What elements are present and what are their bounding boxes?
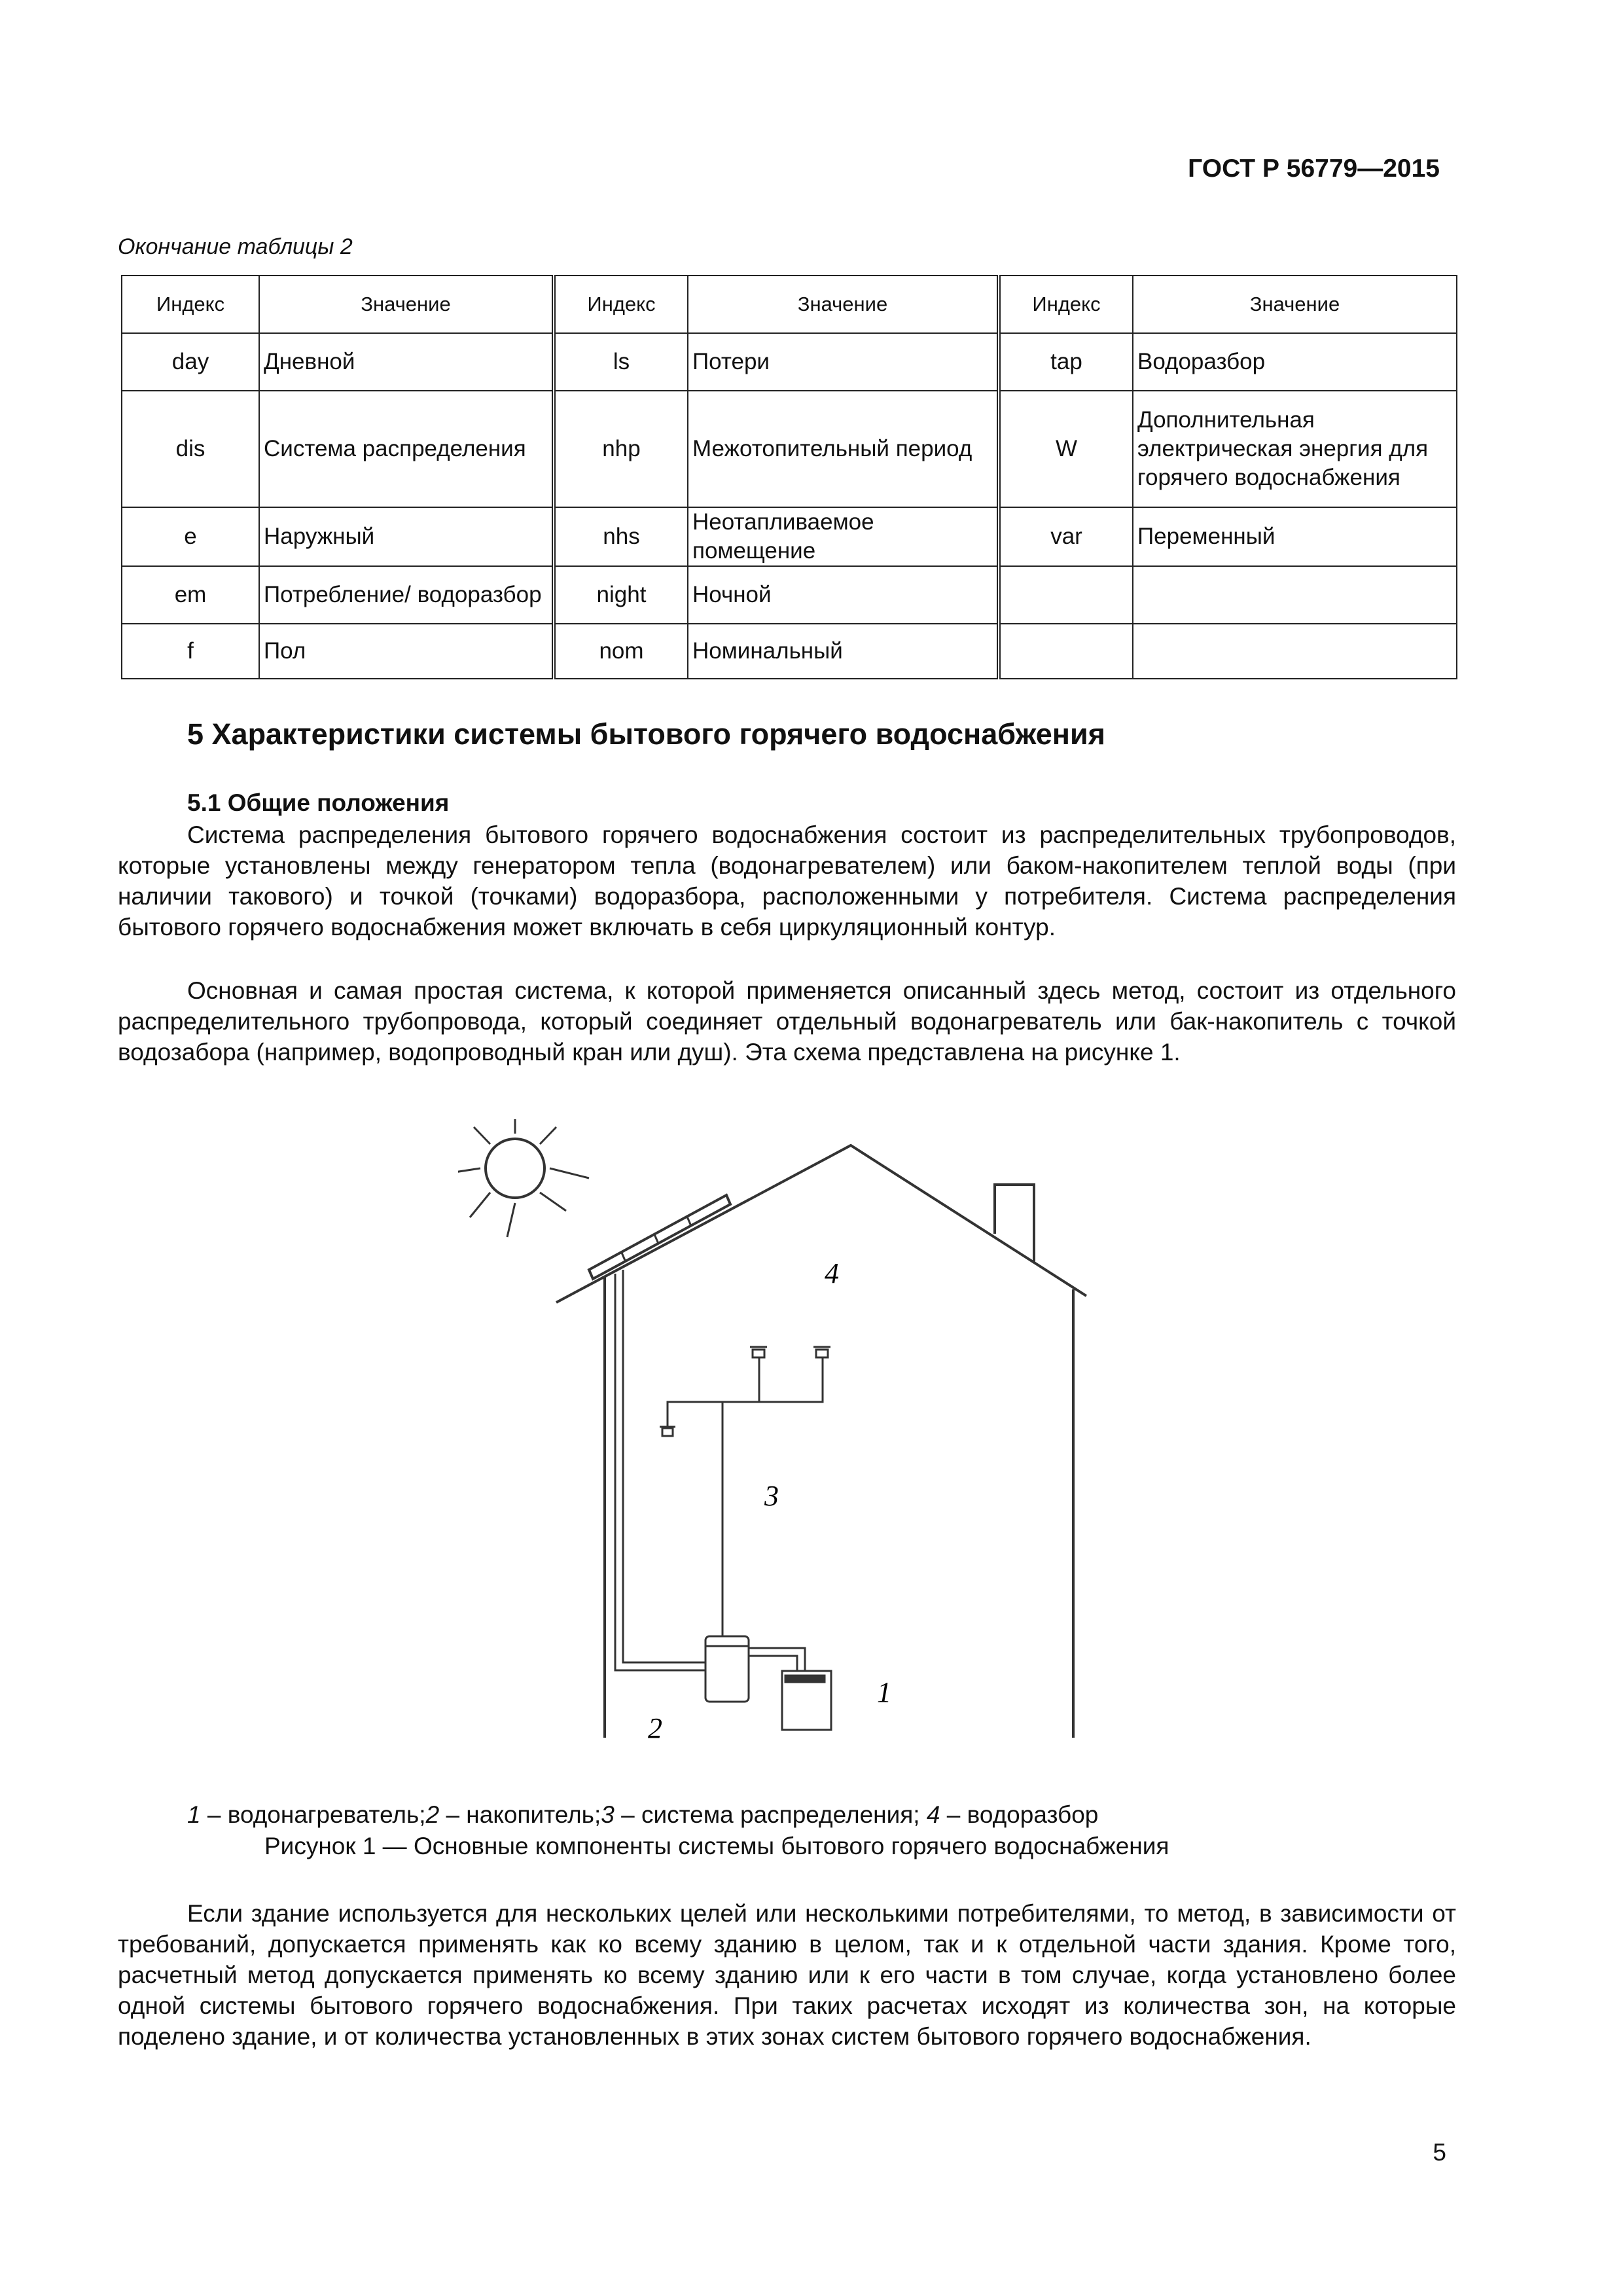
sun-icon [458, 1119, 589, 1237]
figure-label-1: 1 [877, 1676, 891, 1708]
table-header-cell: Индекс [999, 276, 1133, 333]
table-row [122, 507, 1457, 566]
table-cell: night [554, 566, 688, 624]
table-cell: W [999, 391, 1133, 507]
figure-label-4: 4 [825, 1257, 839, 1289]
table-cell: Межотопительный период [688, 391, 999, 507]
section-5-1-heading: 5.1 Общие положения [187, 789, 450, 816]
table-header-cell: Значение [1133, 276, 1457, 333]
document-header: ГОСТ Р 56779—2015 [1188, 154, 1440, 183]
table-caption: Окончание таблицы 2 [118, 234, 353, 259]
distribution-pipe [668, 1358, 823, 1636]
table-header-row [122, 276, 1457, 333]
figure-caption: Рисунок 1 — Основные компоненты системы бытового горячего водоснабжения [264, 1833, 1169, 1859]
table-cell: Переменный [1133, 507, 1457, 566]
table-cell: nom [554, 624, 688, 679]
water-heater [782, 1671, 831, 1730]
hot-water-system-figure [458, 1119, 1113, 1774]
table-cell: Наружный [259, 507, 554, 566]
figure-legend [187, 1801, 1098, 1829]
legend-number: 2 [425, 1801, 440, 1828]
legend-number: 1 [187, 1801, 201, 1828]
table-cell: Водоразбор [1133, 333, 1457, 391]
paragraph-3: Если здание используется для нескольких целей или несколькими потребителями, то метод, в зависимости от требований, допускается применять как ко всему зданию в целом, так и к отдельной части здания. Кроме того, расчетный метод допускается применять ко всему зданию или к его части в том случае, когда установлено более одной системы бытового горячего водоснабжения. При таких расчетах исходят из количества зон, на которые поделено здание, и от количества установленных в этих зонах систем бытового горячего водоснабжения. [118, 1900, 1456, 2050]
table-cell [999, 566, 1133, 624]
table-cell: ls [554, 333, 688, 391]
house-outline [556, 1145, 1086, 1738]
legend-text: – накопитель; [439, 1801, 601, 1828]
page-number: 5 [1433, 2139, 1446, 2166]
table-header-cell: Значение [259, 276, 554, 333]
table-cell: nhp [554, 391, 688, 507]
tap-icon [813, 1347, 830, 1357]
table-cell: dis [122, 391, 259, 507]
table-row [122, 333, 1457, 391]
legend-text: – водонагреватель; [200, 1801, 426, 1828]
table-cell: Номинальный [688, 624, 999, 679]
legend-number: 4 [926, 1801, 940, 1828]
legend-number: 3 [601, 1801, 615, 1828]
table-cell: Система распределения [259, 391, 554, 507]
table-cell: Потребление/ водоразбор [259, 566, 554, 624]
section-5-heading: 5 Характеристики системы бытового горячего водоснабжения [187, 717, 1105, 751]
paragraph-2: Основная и самая простая система, к которой применяется описанный здесь метод, состоит из отдельного распределительного трубопровода, который соединяет отдельный водонагреватель или бак-накопитель с точкой водозабора (например, водопроводный кран или душ). Эта схема представлена на рисунке 1. [118, 977, 1456, 1066]
table-row [122, 391, 1457, 507]
table-cell: tap [999, 333, 1133, 391]
table-cell [1133, 566, 1457, 624]
table-cell [1133, 624, 1457, 679]
table-header-cell: Значение [688, 276, 999, 333]
figure-label-3: 3 [764, 1480, 779, 1512]
table-cell: em [122, 566, 259, 624]
index-table [121, 275, 1457, 679]
table-cell [999, 624, 1133, 679]
paragraph-1: Система распределения бытового горячего водоснабжения состоит из распределительных трубопроводов, которые установлены между генератором тепла (водонагревателем) или баком-накопителем теплой воды (при наличии такового) и точкой (точками) водоразбора, расположенными у потребителя. Система распределения бытового горячего водоснабжения может включать в себя циркуляционный контур. [118, 821, 1456, 941]
heater-connection-pipe [749, 1648, 805, 1671]
tap-icon [750, 1347, 767, 1357]
table-cell: Дневной [259, 333, 554, 391]
table-cell: day [122, 333, 259, 391]
solar-collector [589, 1195, 730, 1279]
table-cell: Ночной [688, 566, 999, 624]
figure-label-2: 2 [648, 1712, 662, 1744]
table-cell: e [122, 507, 259, 566]
tap-icon [660, 1427, 675, 1436]
table-row [122, 624, 1457, 679]
table-cell: nhs [554, 507, 688, 566]
table-cell: Потери [688, 333, 999, 391]
legend-text: – водоразбор [940, 1801, 1099, 1828]
storage-tank [705, 1636, 749, 1702]
collector-pipe [615, 1270, 705, 1670]
table-cell: Неотапливаемое помещение [688, 507, 999, 566]
table-cell: Дополнительная электрическая энергия для горячего водоснабжения [1133, 391, 1457, 507]
table-header-cell: Индекс [122, 276, 259, 333]
table-row [122, 566, 1457, 624]
table-cell: var [999, 507, 1133, 566]
legend-text: – система распределения; [614, 1801, 927, 1828]
table-cell: f [122, 624, 259, 679]
table-header-cell: Индекс [554, 276, 688, 333]
table-cell: Пол [259, 624, 554, 679]
